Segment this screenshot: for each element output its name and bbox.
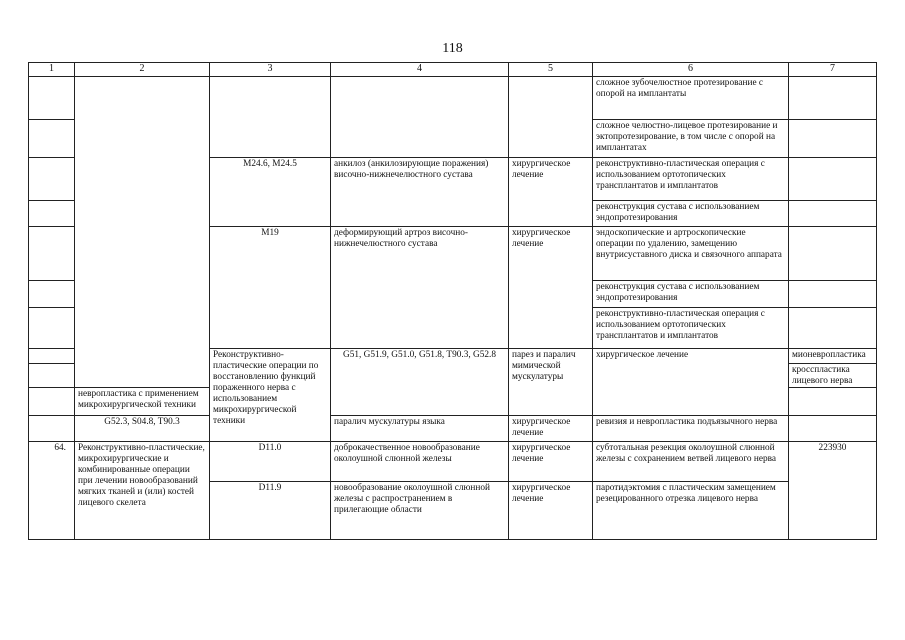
table-cell — [29, 281, 75, 308]
icd-code-cell: M19 — [210, 227, 331, 349]
table-cell — [29, 364, 75, 388]
procedure-cell: реконструктивно-пластическая операция с использованием ортотопических трансплантатов и имплантатов — [593, 308, 789, 349]
table-cell — [789, 388, 877, 416]
procedure-cell: ревизия и невропластика подъязычного нерва — [593, 416, 789, 442]
diagnosis-cell: новообразование околоушной слюнной железы с распространением в прилегающие области — [331, 482, 509, 540]
treatment-type-cell: хирургическое лечение — [509, 416, 593, 442]
icd-code-cell: G51, G51.9, G51.0, G51.8, T90.3, G52.8 — [331, 349, 509, 416]
table-cell — [789, 120, 877, 158]
cost-cell: 223930 — [789, 442, 877, 540]
table-cell — [331, 77, 509, 158]
header-cell: 3 — [210, 63, 331, 77]
header-cell: 7 — [789, 63, 877, 77]
table-cell — [29, 416, 75, 442]
table-cell — [29, 388, 75, 416]
icd-code-cell: D11.9 — [210, 482, 331, 540]
header-cell: 6 — [593, 63, 789, 77]
diagnosis-cell: доброкачественное новообразование околоушной слюнной железы — [331, 442, 509, 482]
procedure-cell: невропластика с применением микрохирургической техники — [75, 388, 210, 416]
diagnosis-cell: парез и паралич мимической мускулатуры — [509, 349, 593, 416]
medical-procedures-table — [28, 62, 877, 540]
table-row — [29, 77, 877, 120]
item-number-cell: 64. — [29, 442, 75, 540]
procedure-cell: реконструкция сустава с использованием эндопротезирования — [593, 281, 789, 308]
procedure-cell: реконструктивно-пластическая операция с использованием ортотопических трансплантатов и имплантатов — [593, 158, 789, 201]
treatment-type-cell: хирургическое лечение — [509, 227, 593, 349]
diagnosis-cell: деформирующий артроз височно-нижнечелюстного сустава — [331, 227, 509, 349]
header-cell: 5 — [509, 63, 593, 77]
table-cell — [789, 77, 877, 120]
procedure-cell: субтотальная резекция околоушной слюнной железы с сохранением ветвей лицевого нерва — [593, 442, 789, 482]
treatment-type-cell: хирургическое лечение — [509, 442, 593, 482]
header-cell: 1 — [29, 63, 75, 77]
treatment-type-cell: хирургическое лечение — [509, 482, 593, 540]
table-cell — [29, 120, 75, 158]
table-row — [29, 442, 877, 482]
table-cell — [29, 349, 75, 364]
table-cell — [29, 201, 75, 227]
header-cell: 4 — [331, 63, 509, 77]
treatment-type-cell: хирургическое лечение — [509, 158, 593, 227]
icd-code-cell: G52.3, S04.8, T90.3 — [75, 416, 210, 442]
table-cell — [789, 158, 877, 201]
table-cell — [789, 281, 877, 308]
icd-code-cell: M24.6, M24.5 — [210, 158, 331, 227]
header-row — [29, 63, 877, 77]
treatment-type-cell: хирургическое лечение — [593, 349, 789, 416]
diagnosis-cell: паралич мускулатуры языка — [331, 416, 509, 442]
page-number: 118 — [442, 41, 463, 56]
procedure-cell: сложное зубочелюстное протезирование с опорой на имплантаты — [593, 77, 789, 120]
table-cell — [29, 158, 75, 201]
procedure-cell: кросспластика лицевого нерва — [789, 364, 877, 388]
diagnosis-cell: анкилоз (анкилозирующие поражения) височно-нижнечелюстного сустава — [331, 158, 509, 227]
table-cell — [789, 308, 877, 349]
header-cell: 2 — [75, 63, 210, 77]
table-cell — [509, 77, 593, 158]
procedure-cell: мионевропластика — [789, 349, 877, 364]
table-cell — [75, 77, 210, 388]
table-cell — [210, 77, 331, 158]
table-cell — [789, 201, 877, 227]
table-cell — [29, 308, 75, 349]
procedure-cell: сложное челюстно-лицевое протезирование и эктопротезирование, в том числе с опорой на имплантатах — [593, 120, 789, 158]
procedure-cell: паротидэктомия с пластическим замещением резецированного отрезка лицевого нерва — [593, 482, 789, 540]
table-cell — [789, 227, 877, 281]
table-cell — [29, 77, 75, 120]
table-cell — [29, 227, 75, 281]
table-cell — [789, 416, 877, 442]
method-name-cell: Реконструктивно-пластические, микрохирургические и комбинированные операции при лечении новообразований мягких тканей и (или) костей лицевого скелета — [75, 442, 210, 540]
table-row — [29, 416, 877, 442]
procedure-cell: реконструкция сустава с использованием эндопротезирования — [593, 201, 789, 227]
method-name-cell: Реконструктивно-пластические операции по восстановлению функций пораженного нерва с использованием микрохирургической техники — [210, 349, 331, 442]
procedure-cell: эндоскопические и артроскопические операции по удалению, замещению внутрисуставного диска и связочного аппарата — [593, 227, 789, 281]
icd-code-cell: D11.0 — [210, 442, 331, 482]
